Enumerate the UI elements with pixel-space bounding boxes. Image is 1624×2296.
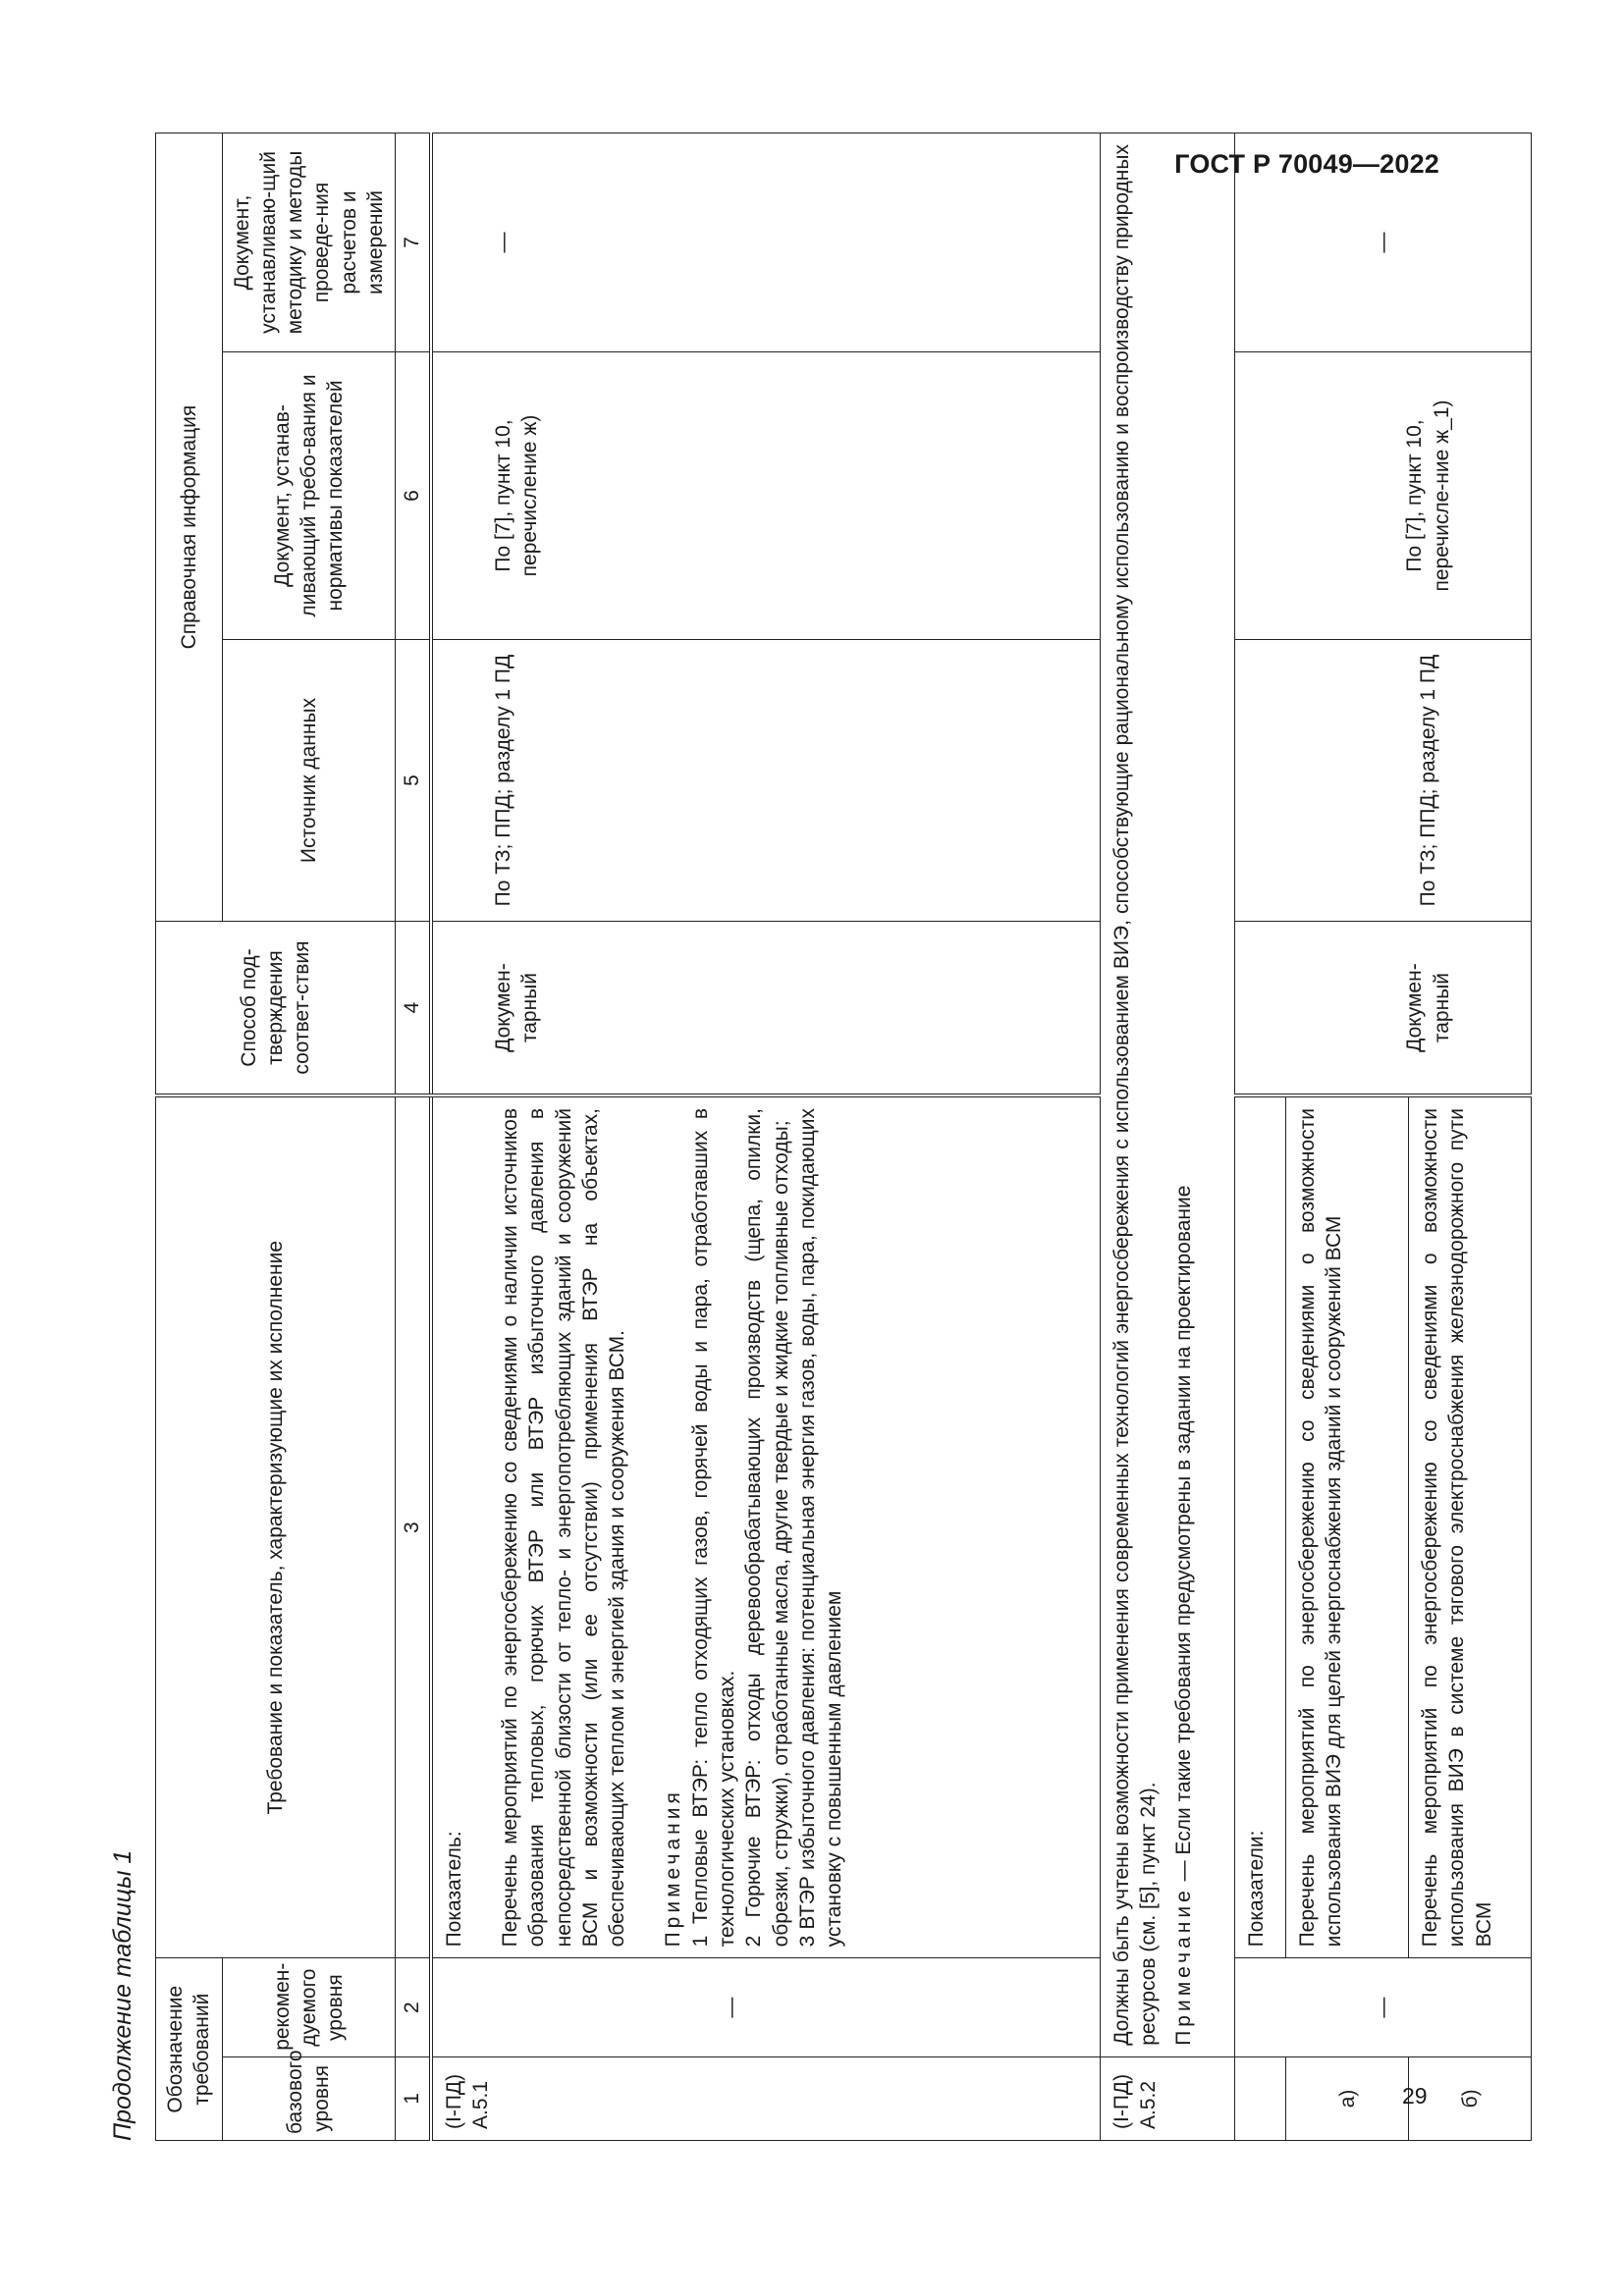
requirement-full-text-cell (1101, 133, 1235, 2057)
column-number: 4 (396, 922, 431, 1095)
recommended-level-value: — (1235, 1958, 1532, 2056)
indicator-code: а) (1286, 2056, 1409, 2140)
requirements-document: По [7], пункт 10, перечисление ж) (431, 352, 1101, 640)
column-number: 1 (396, 2056, 431, 2140)
methods-document: — (1235, 133, 1532, 352)
note-label: Примечание (1171, 1887, 1195, 2046)
requirements-table (155, 133, 1532, 2141)
methods-document: — (431, 133, 1101, 352)
header-reference: Справочная информация (156, 133, 223, 922)
header-method: Способ под-тверждения соответ-ствия (156, 922, 396, 1095)
page-number: 29 (1402, 2083, 1428, 2109)
column-number: 5 (396, 639, 431, 921)
requirement-note (1170, 144, 1197, 2046)
note-text: — Если такие требования предусмотрены в задании на проектирование (1171, 1185, 1195, 1888)
table-row (1101, 133, 1235, 2141)
confirmation-method: Докумен-тарный (431, 922, 1101, 1095)
requirement-code: (I-ПД) А.5.1 (431, 2056, 1101, 2140)
header-source: Источник данных (222, 639, 396, 921)
header-base-level: базового уровня (222, 2056, 396, 2140)
indicator-text: Перечень мероприятий по энергосбережению со сведениями о возможности использования ВИЭ в системе тягового электроснабжения железнодорожного пути ВСМ (1409, 1095, 1532, 1958)
note-1: 1 Тепловые ВТЭР: тепло отходящих газов, горячей воды и пара, отработавших в технологических установках. (688, 1108, 739, 1948)
note-3: 3 ВТЭР избыточного давления: потенциальная энергия газов, воды, пара, покидающих установку с повышенным давлением (795, 1108, 846, 1948)
header-row-1 (156, 133, 223, 2141)
requirement-code: (I-ПД) А.5.2 (1101, 2056, 1235, 2140)
column-number: 3 (396, 1095, 431, 1958)
standard-designation: ГОСТ Р 70049—2022 (1174, 149, 1439, 179)
indicator-code: б) (1409, 2056, 1532, 2140)
header-doc-methods: Документ, устанавливаю-щий методику и методы проведе-ния расчетов и измерений (222, 133, 396, 352)
table-row (1235, 133, 1286, 2141)
header-requirement: Требование и показатель, характеризующие их исполнение (156, 1095, 396, 1958)
table-row (431, 133, 1101, 2141)
header-doc-requirements: Документ, устанав-ливающий требо-вания и нормативы показателей (222, 352, 396, 640)
data-source: По ТЗ; ППД; разделу 1 ПД (431, 639, 1101, 921)
requirement-cell (431, 1095, 1101, 1958)
requirements-document: По [7], пункт 10, перечисле-ние ж_1) (1235, 352, 1532, 640)
indicator-text: Перечень мероприятий по энергосбережению со сведениями о наличии источников образования тепловых, горючих ВТЭР или ВТЭР избыточного давления в непосредственной близости от тепло- и энергопотребляющих зданий и сооружений ВСМ и возможности (или ее отсутствии) применения ВТЭР на объектах, обеспечивающих теплом и энергией здания и сооружения ВСМ. (498, 1108, 629, 1948)
table-caption: Продолжение таблицы 1 (109, 1849, 136, 2141)
recommended-level-value: — (431, 1958, 1101, 2056)
header-recommended-level: рекомен-дуемого уровня (222, 1958, 396, 2056)
note-2: 2 Горючие ВТЭР: отходы деревообрабатывающих производств (щепа, опилки, обрезки, стружки), отработанные масла, другие твердые и жидкие топливные отходы; (742, 1108, 792, 1948)
requirement-text: Должны быть учтены возможности применения современных технологий энергосбережения с использованием ВИЭ, способствующие рациональному использованию и воспроизводству природных ресурсов (см. [5], пункт 24). (1110, 144, 1161, 2046)
confirmation-method: Докумен-тарный (1235, 922, 1532, 1095)
empty-cell (1235, 2056, 1286, 2140)
column-number: 7 (396, 133, 431, 352)
column-number: 6 (396, 352, 431, 640)
column-number-row (396, 133, 431, 2141)
data-source: По ТЗ; ППД; разделу 1 ПД (1235, 639, 1532, 921)
indicator-text: Перечень мероприятий по энергосбережению со сведениями о возможности использования ВИЭ для целей энергоснабжения зданий и сооружений ВСМ (1286, 1095, 1409, 1958)
indicators-label: Показатели: (1235, 1095, 1286, 1958)
header-designation: Обозначение требований (156, 1958, 223, 2141)
notes-title: Примечания (662, 1789, 685, 1948)
column-number: 2 (396, 1958, 431, 2056)
indicator-label: Показатель: (442, 1831, 465, 1948)
